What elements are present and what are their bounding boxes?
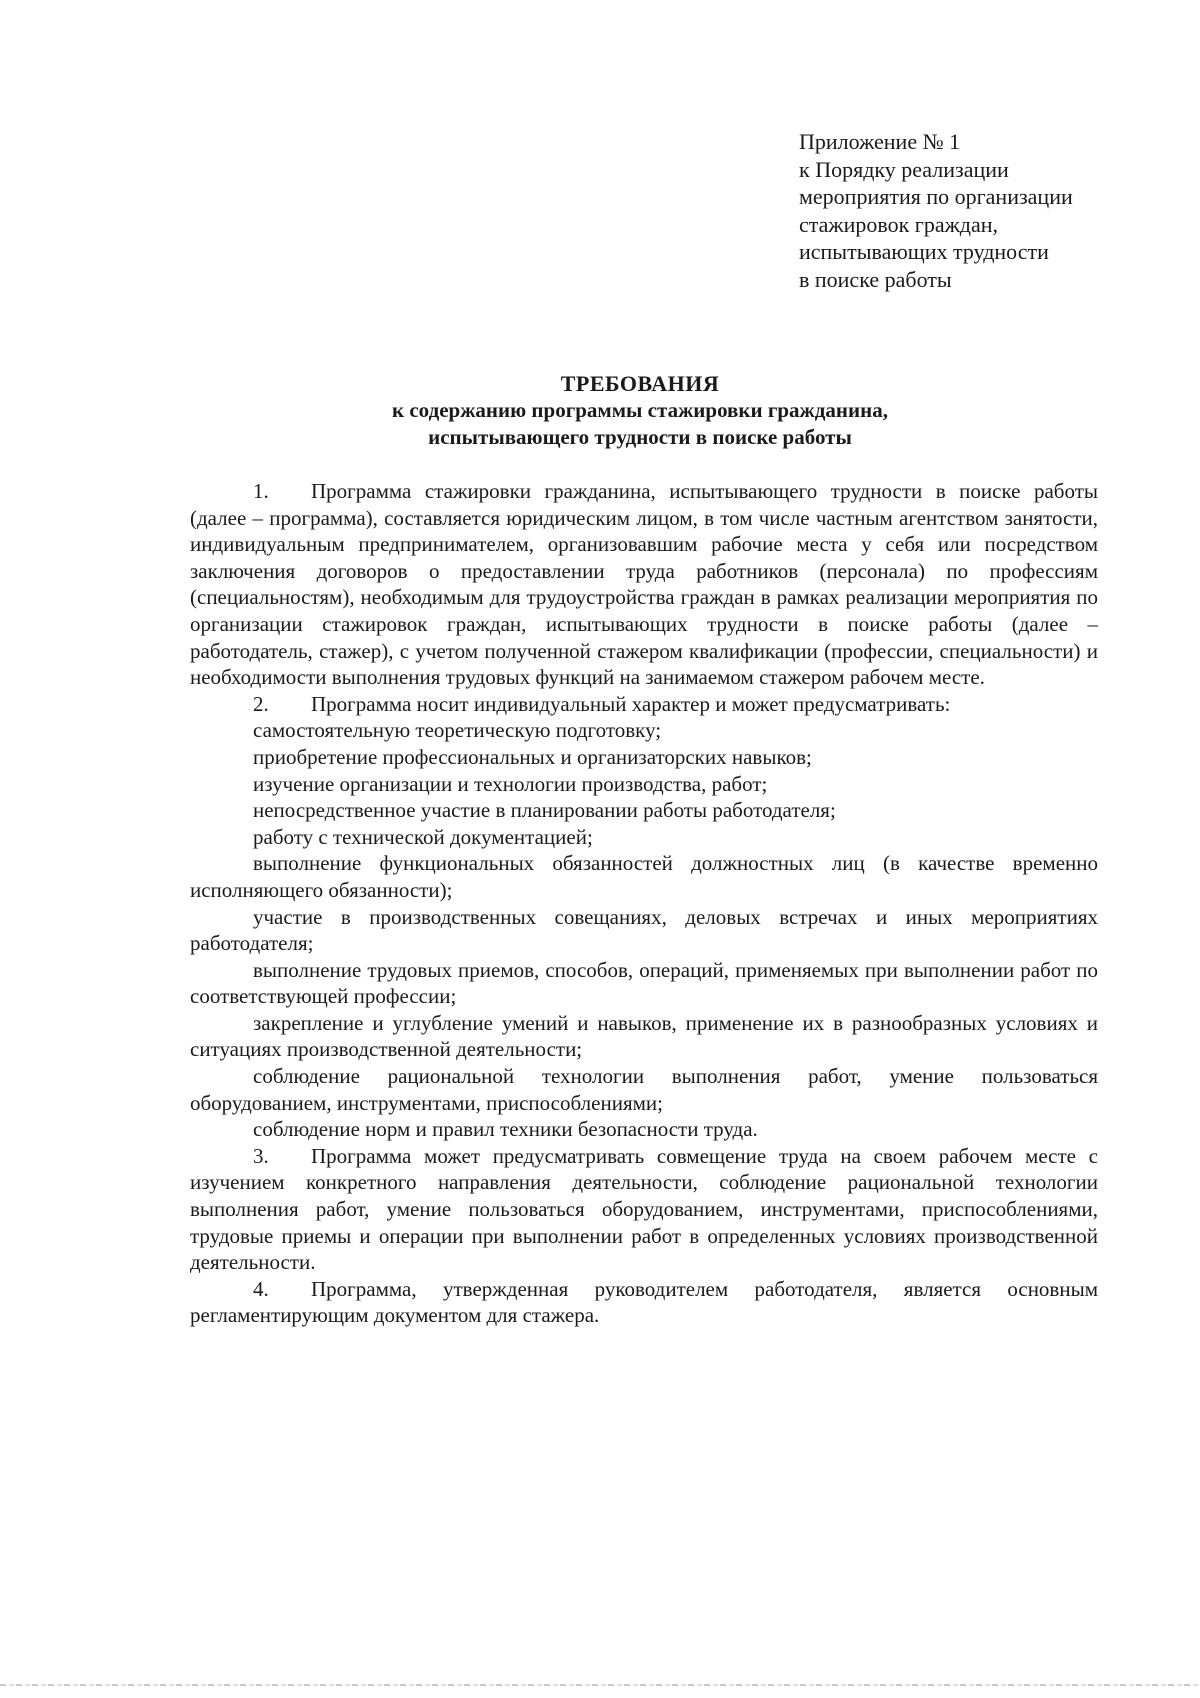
annex-line-5: испытывающих трудности [799, 239, 1049, 264]
paragraph-number: 1. [253, 479, 269, 503]
paragraph-number: 2. [253, 691, 269, 716]
paragraph-4 [190, 1276, 1098, 1329]
list-item: работу с технической документацией; [253, 824, 593, 849]
list-item: самостоятельную теоретическую подготовку; [253, 718, 662, 743]
list-item: изучение организации и технологии производства, работ; [253, 771, 768, 796]
list-item: закрепление и углубление умений и навыков, применение их в разнообразных условиях и ситуациях производственной деятельности; [190, 1010, 1098, 1062]
paragraph-number: 3. [253, 1143, 269, 1168]
document-subtitle-line-1: к содержанию программы стажировки гражданина, [392, 398, 888, 422]
annex-line-6: в поиске работы [799, 266, 952, 292]
paragraph-3 [190, 1143, 1098, 1276]
paragraph-2 [190, 691, 1098, 718]
annex-line-1: Приложение № 1 [799, 129, 961, 154]
document-title: ТРЕБОВАНИЯ [560, 371, 720, 396]
paragraph-text: Программа носит индивидуальный характер и может предусматривать: [311, 691, 951, 716]
scan-artifact-line [0, 1684, 1200, 1686]
annex-line-4: стажировок граждан, [799, 211, 999, 237]
annex-line-2: к Порядку реализации [799, 156, 1009, 182]
paragraph-text: Программа может предусматривать совмещение труда на своем рабочем месте с изучением конкретного направления деятельности, соблюдение рациональной технологии выполнения работ, умение пользоваться оборудованием, инструментами, приспособлениями, трудовые приемы и операции при выполнении работ в определенных условиях производственной деятельности. [190, 1143, 1098, 1275]
list-item: приобретение профессиональных и организаторских навыков; [253, 744, 812, 769]
list-item: выполнение функциональных обязанностей должностных лиц (в качестве временно исполняющего обязанности); [190, 851, 1098, 902]
document-heading [170, 370, 1110, 451]
list-item: соблюдение рациональной технологии выполнения работ, умение пользоваться оборудованием, инструментами, приспособлениями; [190, 1064, 1098, 1115]
paragraph-1 [190, 478, 1098, 691]
paragraph-number: 4. [253, 1276, 269, 1301]
annex-block [799, 128, 1129, 293]
document-subtitle-line-2: испытывающего трудности в поиске работы [428, 425, 852, 449]
list-item: соблюдение норм и правил техники безопасности труда. [253, 1117, 758, 1142]
annex-line-3: мероприятия по организации [799, 184, 1073, 209]
paragraph-text: Программа, утвержденная руководителем работодателя, является основным регламентирующим документом для стажера. [190, 1276, 1098, 1328]
list-item: выполнение трудовых приемов, способов, операций, применяемых при выполнении работ по соответствующей профессии; [190, 957, 1098, 1009]
paragraph-text: Программа стажировки гражданина, испытывающего трудности в поиске работы (далее – программа), составляется юридическим лицом, в том числе частным агентством занятости, индивидуальным предпринимателем, организовавшим рабочие места у себя или посредством заключения договоров о предоставлении труда работников (персонала) по профессиям (специальностям), необходимым для трудоустройства граждан в рамках реализации мероприятия по организации стажировок граждан, испытывающих трудности в поиске работы (далее – работодатель, стажер), с учетом полученной стажером квалификации (профессии, специальности) и необходимости выполнения трудовых функций на занимаемом стажером рабочем месте. [190, 479, 1098, 690]
list-item: непосредственное участие в планировании работы работодателя; [253, 798, 836, 823]
document-body [190, 478, 1098, 1329]
list-item: участие в производственных совещаниях, деловых встречах и иных мероприятиях работодателя; [190, 904, 1098, 956]
